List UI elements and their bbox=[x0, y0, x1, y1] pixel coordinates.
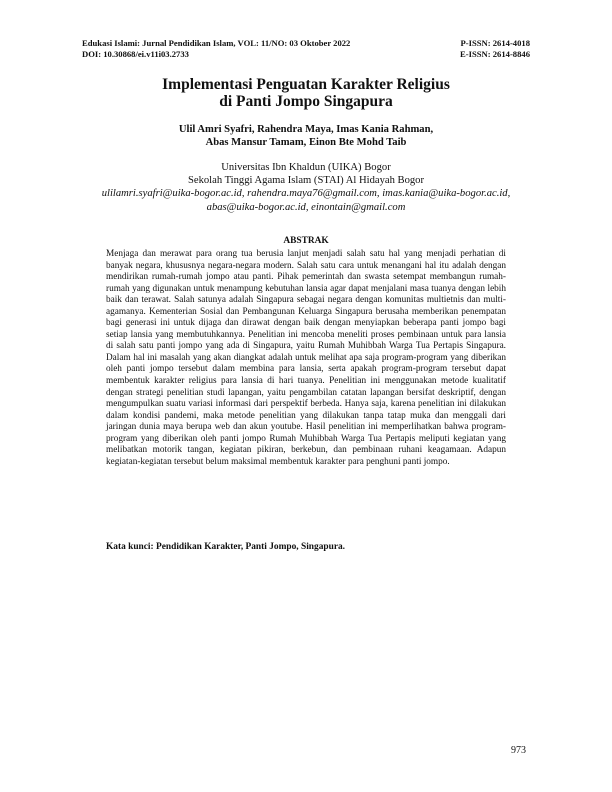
affiliation-2: Sekolah Tinggi Agama Islam (STAI) Al Hidayah Bogor bbox=[187, 175, 425, 187]
paper-title bbox=[60, 76, 552, 110]
page-number: 973 bbox=[511, 745, 526, 756]
title-line-1: Implementasi Penguatan Karakter Religius bbox=[162, 76, 450, 93]
eissn: E-ISSN: 2614-8846 bbox=[460, 49, 530, 59]
authors-line-1: Ulil Amri Syafri, Rahendra Maya, Imas Kania Rahman, bbox=[178, 124, 434, 135]
affiliations bbox=[90, 161, 522, 214]
running-header-bottom bbox=[82, 49, 530, 59]
affiliation-1: Universitas Ibn Khaldun (UIKA) Bogor bbox=[221, 162, 391, 173]
pissn: P-ISSN: 2614-4018 bbox=[460, 38, 530, 48]
running-header-top bbox=[82, 38, 530, 48]
abstract-body: Menjaga dan merawat para orang tua berusia lanjut menjadi salah satu hal yang menjadi perhatian di banyak negara, khususnya negara-negara modern. Salah satu cara untuk menangani hal itu adalah dengan mendirikan rumah-rumah jompo atau panti. Pihak pemerintah dan swasta setempat membangun rumah-rumah yang digunakan untuk menampung kebutuhan lansia agar dapat menjalani masa tuanya dengan lebih baik dan terawat. Salah satunya adalah Singapura sebagai negara dengan komunitas multietnis dan multi-agamanya. Kementerian Sosial dan Pembangunan Keluarga Singapura berusaha memberikan penempatan bagi generasi ini untuk dijaga dan dirawat dengan baik dengan menyiapkan beberapa panti jompo bagi setiap lansia yang membutuhkannya. Penelitian ini mencoba meneliti proses pembinaan untuk para lansia di salah satu panti jompo yang ada di Singapura, yaitu Rumah Muhibbah Warga Tua Pertapis Singapura. Dalam hal ini masalah yang akan diangkat adalah untuk melihat apa saja program-program yang diberikan oleh panti jompo tersebut dalam membina para lansia, serta apakah program-program tersebut dapat membentuk karakter religius para lansia di hari tuanya. Penelitian ini menggunakan metode kualitatif dengan strategi penelitian studi lapangan, yaitu pengambilan catatan lapangan bersifat deskriptif, dengan mengumpulkan suatu variasi informasi dari perspektif berbeda. Hanya saja, karena penelitian ini dilakukan dalam kondisi pandemi, maka metode penelitian yang dilakukan tanpa tatap muka dan menggali dari jaringan dunia maya berupa web dan akun youtube. Hasil penelitian ini memperlihatkan bahwa program-program yang diberikan oleh panti jompo Rumah Muhibbah Warga Tua Pertapis meliputi kegiatan yang melibatkan motorik tangan, kegiatan pikiran, berkebun, dan pembinaan ruhani keagamaan. Adapun kegiatan-kegiatan tersebut belum maksimal membentuk karakter para penghuni panti jompo. bbox=[106, 249, 506, 467]
title-line-2: di Panti Jompo Singapura bbox=[219, 93, 393, 110]
keywords: Kata kunci: Pendidikan Karakter, Panti Jompo, Singapura. bbox=[106, 542, 346, 552]
author-list bbox=[60, 123, 552, 149]
journal-name: Edukasi Islami: Jurnal Pendidikan Islam, VOL: 11/NO: 03 Oktober 2022 bbox=[82, 38, 351, 48]
author-emails: ulilamri.syafri@uika-bogor.ac.id, rahendra.maya76@gmail.com, imas.kania@uika-bogor.ac.id, abas@uika-bogor.ac.id, einontain@gmail.com bbox=[101, 188, 511, 213]
abstract-heading: ABSTRAK bbox=[283, 236, 329, 246]
authors-line-2: Abas Mansur Tamam, Einon Bte Mohd Taib bbox=[205, 137, 407, 148]
doi: DOI: 10.30868/ei.v11i03.2733 bbox=[82, 49, 189, 59]
